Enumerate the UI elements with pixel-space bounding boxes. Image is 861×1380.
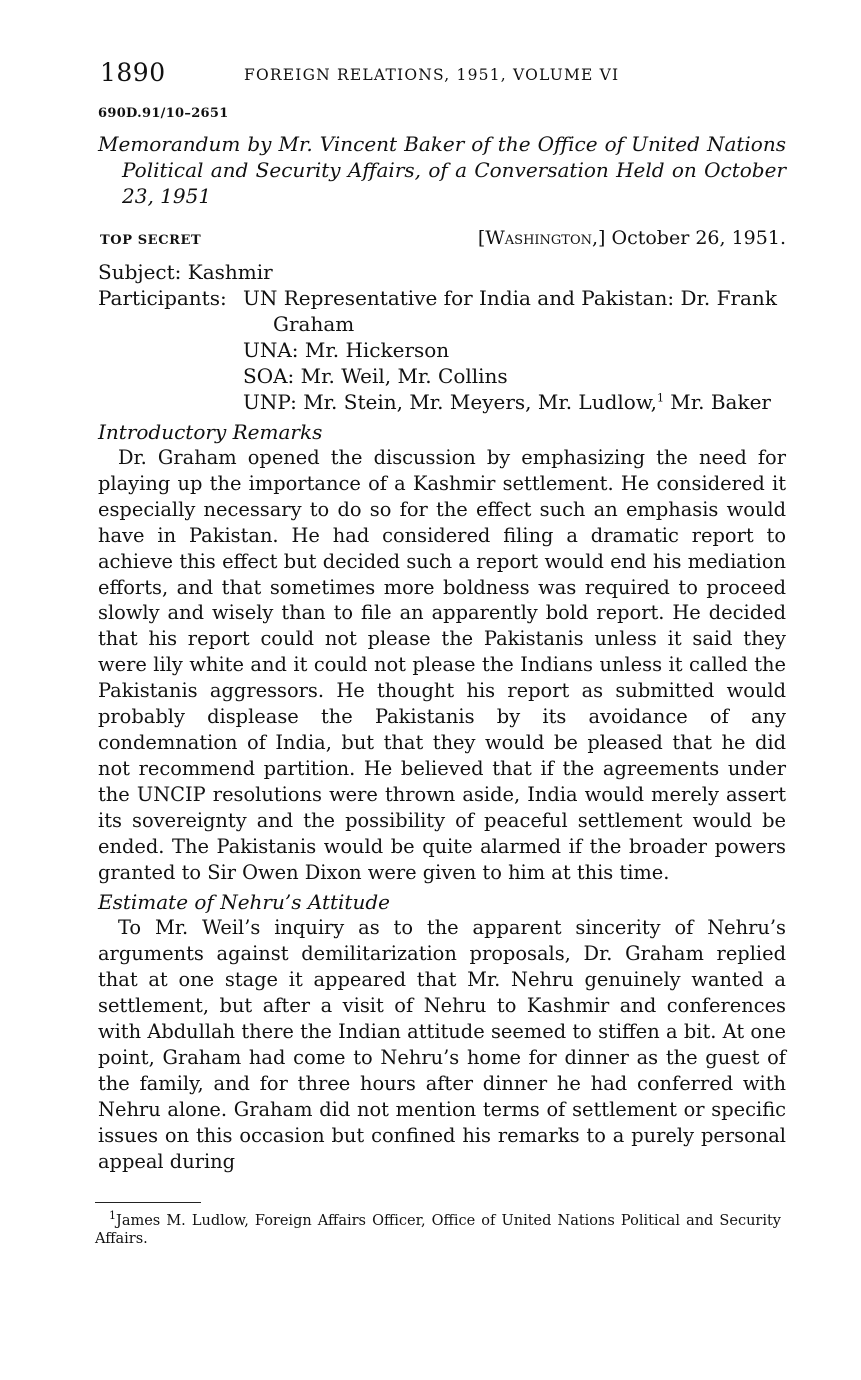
participant-unp-text: UNP: Mr. Stein, Mr. Meyers, Mr. Ludlow, <box>243 390 657 414</box>
participants-block <box>98 285 786 415</box>
section-heading-introductory: Introductory Remarks <box>98 420 323 444</box>
participant-entry: SOA: Mr. Weil, Mr. Collins <box>243 364 508 388</box>
participant-entry: UNA: Mr. Hickerson <box>243 338 450 362</box>
footnote-divider <box>95 1202 201 1203</box>
participants-list <box>243 285 786 415</box>
participant-unp-text-end: Mr. Baker <box>663 390 771 414</box>
classification-label: TOP SECRET <box>100 233 202 248</box>
participant-entry-unp <box>243 389 786 415</box>
body-paragraph-nehru: To Mr. Weil’s inquiry as to the apparent sincerity of Nehru’s arguments against demilitarization proposals, Dr. Graham replied that at one stage it appeared that Mr. Nehru genuinely wanted a settlement, but after a visit of Nehru to Kashmir and conferences with Abdullah there the Indian attitude seemed to stiffen a bit. At one point, Graham had come to Nehru’s home for dinner as the guest of the family, and for three hours after dinner he had conferred with Nehru alone. Graham did not mention terms of settlement or specific issues on this occasion but confined his remarks to a purely personal appeal during <box>98 916 786 1173</box>
running-title: FOREIGN RELATIONS, 1951, VOLUME VI <box>244 66 620 84</box>
participant-entry: UN Representative for India and Pakistan: Dr. Frank Graham <box>243 286 777 336</box>
section-heading-nehru: Estimate of Nehru’s Attitude <box>98 890 390 915</box>
subject-value: Kashmir <box>187 260 273 284</box>
document-page <box>98 58 786 1174</box>
page-number: 1890 <box>100 58 166 87</box>
memo-title: Memorandum by Mr. Vincent Baker of the Office of United Nations Political and Security Affairs, of a Conversation Held on October 23, 1951 <box>98 132 786 208</box>
footnote-text: James M. Ludlow, Foreign Affairs Officer, Office of United Nations Political and Security Affairs. <box>95 1213 781 1247</box>
running-head <box>98 58 786 94</box>
dateline-place: [Washington,] <box>477 227 606 249</box>
dateline <box>478 227 786 249</box>
footnote-reference: 1 <box>656 391 664 405</box>
footnote <box>95 1209 781 1248</box>
subject-label: Subject: <box>98 260 182 284</box>
classification-line <box>98 227 786 257</box>
body-paragraph-introductory: Dr. Graham opened the discussion by emphasizing the need for playing up the importance of a Kashmir settlement. He considered it especially necessary to do so for the effect such an emphasis would have in Pakistan. He had considered filing a dramatic report to achieve this effect but decided such a report would end his mediation efforts, and that sometimes more boldness was required to proceed slowly and wisely than to file an apparently bold report. He decided that his report could not please the Pakistanis unless it said they were lily white and it could not please the Indians unless it called the Pakistanis aggressors. He thought his report as submitted would probably displease the Pakistanis by its avoidance of any condemnation of India, but that they would be pleased that he did not recommend partition. He believed that if the agreements under the UNCIP resolutions were thrown aside, India would merely assert its sovereignty and the possibility of peaceful settlement would be ended. The Pakistanis would be quite alarmed if the broader powers granted to Sir Owen Dixon were given to him at this time. <box>98 446 786 884</box>
dateline-date: October 26, 1951. <box>611 227 786 249</box>
participants-label: Participants: <box>98 286 227 310</box>
file-number: 690D.91/10–2651 <box>98 106 229 121</box>
footnote-marker: 1 <box>109 1209 116 1223</box>
subject-line <box>98 259 786 285</box>
